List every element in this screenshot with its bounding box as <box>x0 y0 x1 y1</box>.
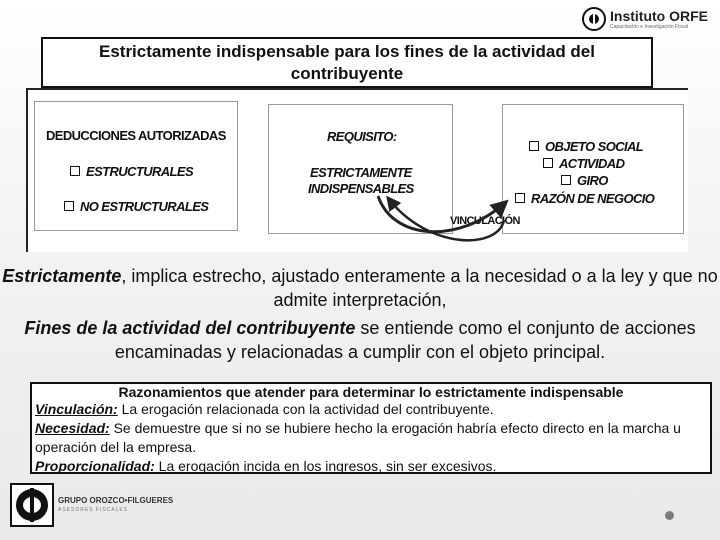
logo-top-name: Instituto ORFE <box>610 7 708 24</box>
term-estrictamente: Estrictamente <box>2 266 122 286</box>
checkbox-icon <box>529 141 539 151</box>
right-item-objeto-social: OBJETO SOCIAL <box>529 139 643 154</box>
navigation-dot[interactable] <box>665 511 674 520</box>
term-fines: Fines de la actividad del contribuyente <box>24 318 356 338</box>
checkbox-icon <box>543 158 553 168</box>
logo-bottom-name: GRUPO OROZCO•FILGUERES <box>58 496 174 505</box>
orfe-logo-icon <box>582 7 606 31</box>
checkbox-icon <box>70 166 80 176</box>
checkbox-icon <box>561 175 571 185</box>
slide-title: Estrictamente indispensable para los fines de la actividad del contribuyente <box>41 37 653 88</box>
logo-top-tagline: Capacitación e Investigación Fiscal <box>610 23 689 30</box>
definition-1 <box>0 264 720 312</box>
middle-panel-heading: REQUISITO: <box>327 129 397 144</box>
left-item-no-estructurales: NO ESTRUCTURALES <box>64 199 208 214</box>
definition-2 <box>0 316 720 364</box>
middle-line2: INDISPENSABLES <box>308 181 414 196</box>
razon-proporcionalidad: Proporcionalidad: La erogación incida en los ingresos, sin ser excesivos. <box>35 458 497 474</box>
grupo-logo-icon <box>10 483 54 527</box>
middle-line1: ESTRICTAMENTE <box>310 165 412 180</box>
right-item-actividad: ACTIVIDAD <box>543 156 624 171</box>
razon-necesidad: Necesidad: Se demuestre que si no se hubiere hecho la erogación habría efecto directo en la marcha u operación del la empresa. <box>35 420 681 455</box>
grupo-orozco-logo <box>10 482 180 528</box>
logo-bottom-tagline: ASESORES FISCALES <box>58 507 129 513</box>
razonamientos-title: Razonamientos que atender para determinar lo estrictamente indispensable <box>118 384 624 400</box>
left-item-estructurales: ESTRUCTURALES <box>70 164 193 179</box>
instituto-orfe-logo <box>582 4 716 34</box>
deductions-diagram <box>26 88 688 252</box>
razon-vinculacion: Vinculación: La erogación relacionada con la actividad del contribuyente. <box>35 401 494 417</box>
vinculacion-label: VINCULACIÓN <box>450 215 520 227</box>
definition-2-text: se entiende como el conjunto de acciones encaminadas y relacionadas a cumplir con el objeto principal. <box>114 318 696 362</box>
razonamientos-box <box>30 382 712 474</box>
left-panel-heading: DEDUCCIONES AUTORIZADAS <box>46 128 226 143</box>
right-item-razon-de-negocio: RAZÓN DE NEGOCIO <box>515 191 654 206</box>
right-item-giro: GIRO <box>561 173 608 188</box>
definition-1-text: , implica estrecho, ajustado enteramente a la necesidad o a la ley y que no admite interpretación, <box>121 266 718 310</box>
checkbox-icon <box>515 193 525 203</box>
checkbox-icon <box>64 201 74 211</box>
